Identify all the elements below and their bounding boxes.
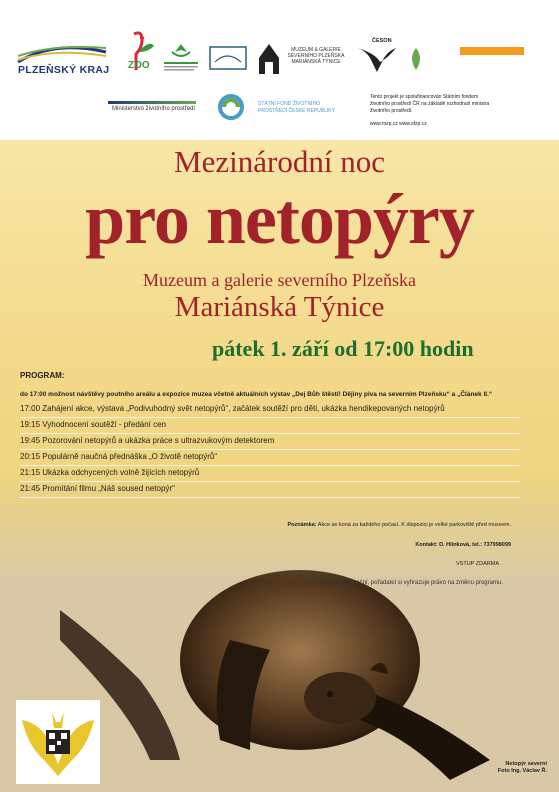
qr-code [16,700,100,784]
note [288,522,511,528]
nature-logo [406,46,426,72]
photo-caption [498,761,547,775]
muzeum-logo [255,42,283,76]
title-line1: Mezinárodní noc [174,144,385,179]
caption-species: Netopýr severní [505,761,547,767]
project-note: Tento projekt je spolufinancován Státním fondem životního prostředí ČR na základě rozhodnutí ministra životního prostředí. [370,94,490,114]
mzp-logo-bar [108,101,196,104]
program-heading: PROGRAM: [20,371,65,380]
ceson-bat-icon [356,44,398,74]
title-line2: pro netopýry [85,179,474,259]
program-item: 21:45 Promítání filmu „Náš soused netopýr“ [20,482,520,498]
program-item: 19:15 Vyhodnocení soutěží - předání cen [20,418,520,434]
caption-author: Foto Ing. Václav Ř. [497,768,547,774]
muzeum-label: MUZEUM & GALERIE SEVERNÍHO PLZEŇSKA MARIÁNSKÁ TÝNICE [287,47,345,65]
logo-header [0,0,559,140]
svg-text:ZOO: ZOO [128,60,150,71]
contact: Kontakt: D. Hlínková, tel.: 737998099 [415,542,511,548]
ceson-label: ČESON [372,38,392,44]
ministerstvo-label: Ministerstvo životního prostředí [112,106,196,112]
times-note: * Časy jsou orientační, pořadatel si vyhrazuje právo na změnu programu. [309,580,503,586]
zoo-plzen-logo [124,30,156,76]
entry-free: VSTUP ZDARMA [456,561,499,567]
program-intro: do 17:00 možnost návštěvy poutního areálu a expozice muzea včetně aktuálních výstav „Dej Bůh štěstí! Dějiny piva na severním Plzeňsku“ a „Článek II.“ [20,391,493,398]
note-label: Poznámka: [287,522,317,528]
network-logo [209,46,247,70]
program-item: 19:45 Pozorování netopýrů a ukázka práce s ultrazvukovým detektorem [20,434,520,450]
venue-line1: Muzeum a galerie severního Plzeňska [143,270,416,290]
sfzp-logo [218,94,244,120]
agency-logo [162,40,200,76]
program-item: 17:00 Zahájení akce, výstava „Podivuhodný svět netopýrů“, začátek soutěží pro děti, ukázka hendikepovaných netopýrů [20,402,520,418]
sfzp-label: STÁTNÍ FOND ŽIVOTNÍHO PROSTŘEDÍ ČESKÉ REPUBLIKY [258,101,335,114]
plzensky-kraj-label: PLZEŇSKÝ KRAJ [18,64,110,76]
orange-logo-box [460,47,524,55]
plzensky-kraj-logo [14,42,110,64]
web-links: www.mzp.cz www.sfzp.cz [370,121,427,127]
bat-qr-icon [16,700,100,784]
event-date: pátek 1. září od 17:00 hodin [212,336,474,361]
program-item: 21:15 Ukázka odchycených volně žijících netopýrů [20,466,520,482]
program-section [20,371,540,498]
venue-line2: Mariánská Týnice [174,291,385,323]
note-text: Akce se koná za každého počasí. K dispozici je velké parkoviště před muzeem. [316,522,511,528]
program-item: 20:15 Populárně naučná přednáška „O životě netopýrů“ [20,450,520,466]
